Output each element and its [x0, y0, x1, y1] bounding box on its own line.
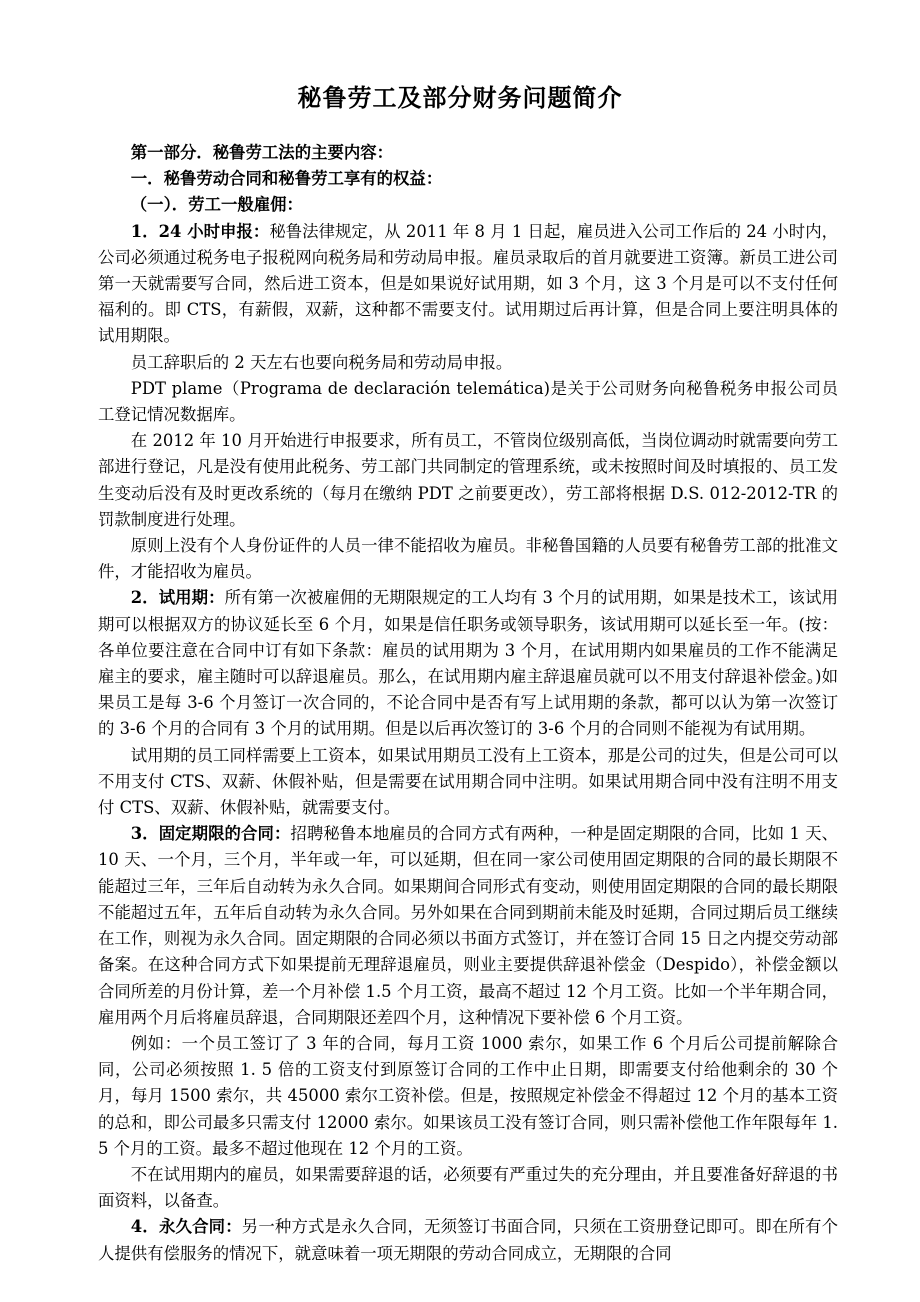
page-title: 秘鲁劳工及部分财务问题简介 — [297, 83, 623, 112]
subsection-heading: （一）．劳工一般雇佣： — [130, 195, 303, 215]
item-lead: 3．固定期限的合同： — [130, 824, 291, 844]
paragraph-resign-report: 员工辞职后的 2 天左右也要向税务局和劳动局申报。 — [130, 352, 513, 372]
item-text: 另一种方式是永久合同，无须签订书面合同，只须在工资册登记即可。即在所有个人提供有偿服务的情况下，就意味着一项无期限的劳动合同成立，无期限的合同 — [98, 1217, 839, 1263]
paragraph-trial-period — [98, 585, 838, 742]
paragraph-pdt-plame: PDT plame（Programa de declaración telemática)是关于公司财务向秘鲁税务申报公司员工登记情况数据库。 — [98, 378, 838, 425]
section-heading: 一．秘鲁劳动合同和秘鲁劳工享有的权益： — [130, 169, 443, 189]
paragraph-24h-report — [98, 219, 838, 350]
paragraph-id-requirement: 原则上没有个人身份证件的人员一律不能招收为雇员。非秘鲁国籍的人员要有秘鲁劳工部的批准文件，才能招收为雇员。 — [98, 536, 838, 582]
item-lead: 4．永久合同： — [130, 1217, 242, 1237]
item-text: 秘鲁法律规定，从 2011 年 8 月 1 日起，雇员进入公司工作后的 24 小时内，公司必须通过税务电子报税网向税务局和劳动局申报。雇员录取后的首月就要进工资簿。新员工进公司第一天就需要写合同，然后进工资本，但是如果说好试用期，如 3 个月，这 3 个月是可以不支付任何福利的。即 CTS，有薪假，双薪，这种都不需要支付。试用期过后再计算，但是合同上要注明具体的试用期限。 — [98, 221, 839, 346]
item-text: 所有第一次被雇佣的无期限规定的工人均有 3 个月的试用期，如果是技术工，该试用期可以根据双方的协议延长至 6 个月，如果是信任职务或领导职务，该试用期可以延长至一年。(按：各单位要注意在合同中订有如下条款：雇员的试用期为 3 个月，在试用期内如果雇员的工作不能满足雇主的要求，雇主随时可以辞退雇员。那么，在试用期内雇主辞退雇员就可以不用支付辞退补偿金。)如果员工是每 3-6 个月签订一次合同的，不论合同中是否有写上试用期的条款，都可以认为第一次签订的 3-6 个月的合同有 3 个月的试用期。但是以后再次签订的 3-6 个月的合同则不能视为有试用期。 — [98, 588, 838, 739]
paragraph-fixed-term-contract — [98, 821, 838, 1031]
paragraph-example: 例如：一个员工签订了 3 年的合同，每月工资 1000 索尔，如果工作 6 个月后公司提前解除合同，公司必须按照 1. 5 倍的工资支付到原签订合同的工作中止日期，即需要支付给他剩余的 30 个月，每月 1500 索尔，共 45000 索尔工资补偿。但是，按照规定补偿金不得超过 12 个月的基本工资的总和，即公司最多只需支付 12000 索尔。如果该员工没有签订合同，则只需补偿他工作年限每年 1. 5 个月的工资。最多不超过他现在 12 个月的工资。 — [98, 1033, 838, 1158]
item-lead: 1．24 小时申报： — [130, 221, 270, 241]
paragraph-permanent-contract — [98, 1214, 838, 1266]
paragraph-trial-payroll: 试用期的员工同样需要上工资本，如果试用期员工没有上工资本，那是公司的过失，但是公司可以不用支付 CTS、双薪、休假补贴，但是需要在试用期合同中注明。如果试用期合同中没有注明不用支付 CTS、双薪、休假补贴，就需要支付。 — [98, 745, 838, 818]
part-heading: 第一部分．秘鲁劳工法的主要内容： — [130, 143, 394, 162]
paragraph-dismissal: 不在试用期内的雇员，如果需要辞退的话，必须要有严重过失的充分理由，并且要准备好辞退的书面资料，以备查。 — [98, 1164, 838, 1211]
document-body — [98, 140, 838, 1267]
item-lead: 2．试用期： — [130, 588, 225, 608]
item-text: 招聘秘鲁本地雇员的合同方式有两种，一种是固定期限的合同，比如 1 天、10 天、一个月，三个月，半年或一年，可以延期，但在同一家公司使用固定期限的合同的最长期限不能超过三年，三年后自动转为永久合同。如果期间合同形式有变动，则使用固定期限的合同的最长期限不能超过五年，五年后自动转为永久合同。另外如果在合同到期前未能及时延期，合同过期后员工继续在工作，则视为永久合同。固定期限的合同必须以书面方式签订，并在签订合同 15 日之内提交劳动部备案。在这种合同方式下如果提前无理辞退雇员，则业主要提供辞退补偿金（Despido），补偿金额以合同所差的月份计算，差一个月补偿 1.5 个月工资，最高不超过 12 个月工资。比如一个半年期合同，雇用两个月后将雇员辞退，合同期限还差四个月，这种情况下要补偿 6 个月工资。 — [98, 824, 838, 1027]
paragraph-2012-requirement: 在 2012 年 10 月开始进行申报要求，所有员工，不管岗位级别高低，当岗位调动时就需要向劳工部进行登记，凡是没有使用此税务、劳工部门共同制定的管理系统，或未按照时间及时填报的、员工发生变动后没有及时更改系统的（每月在缴纳 PDT 之前要更改），劳工部将根据 D.S. 012-2012-TR 的罚款制度进行处理。 — [98, 431, 838, 529]
